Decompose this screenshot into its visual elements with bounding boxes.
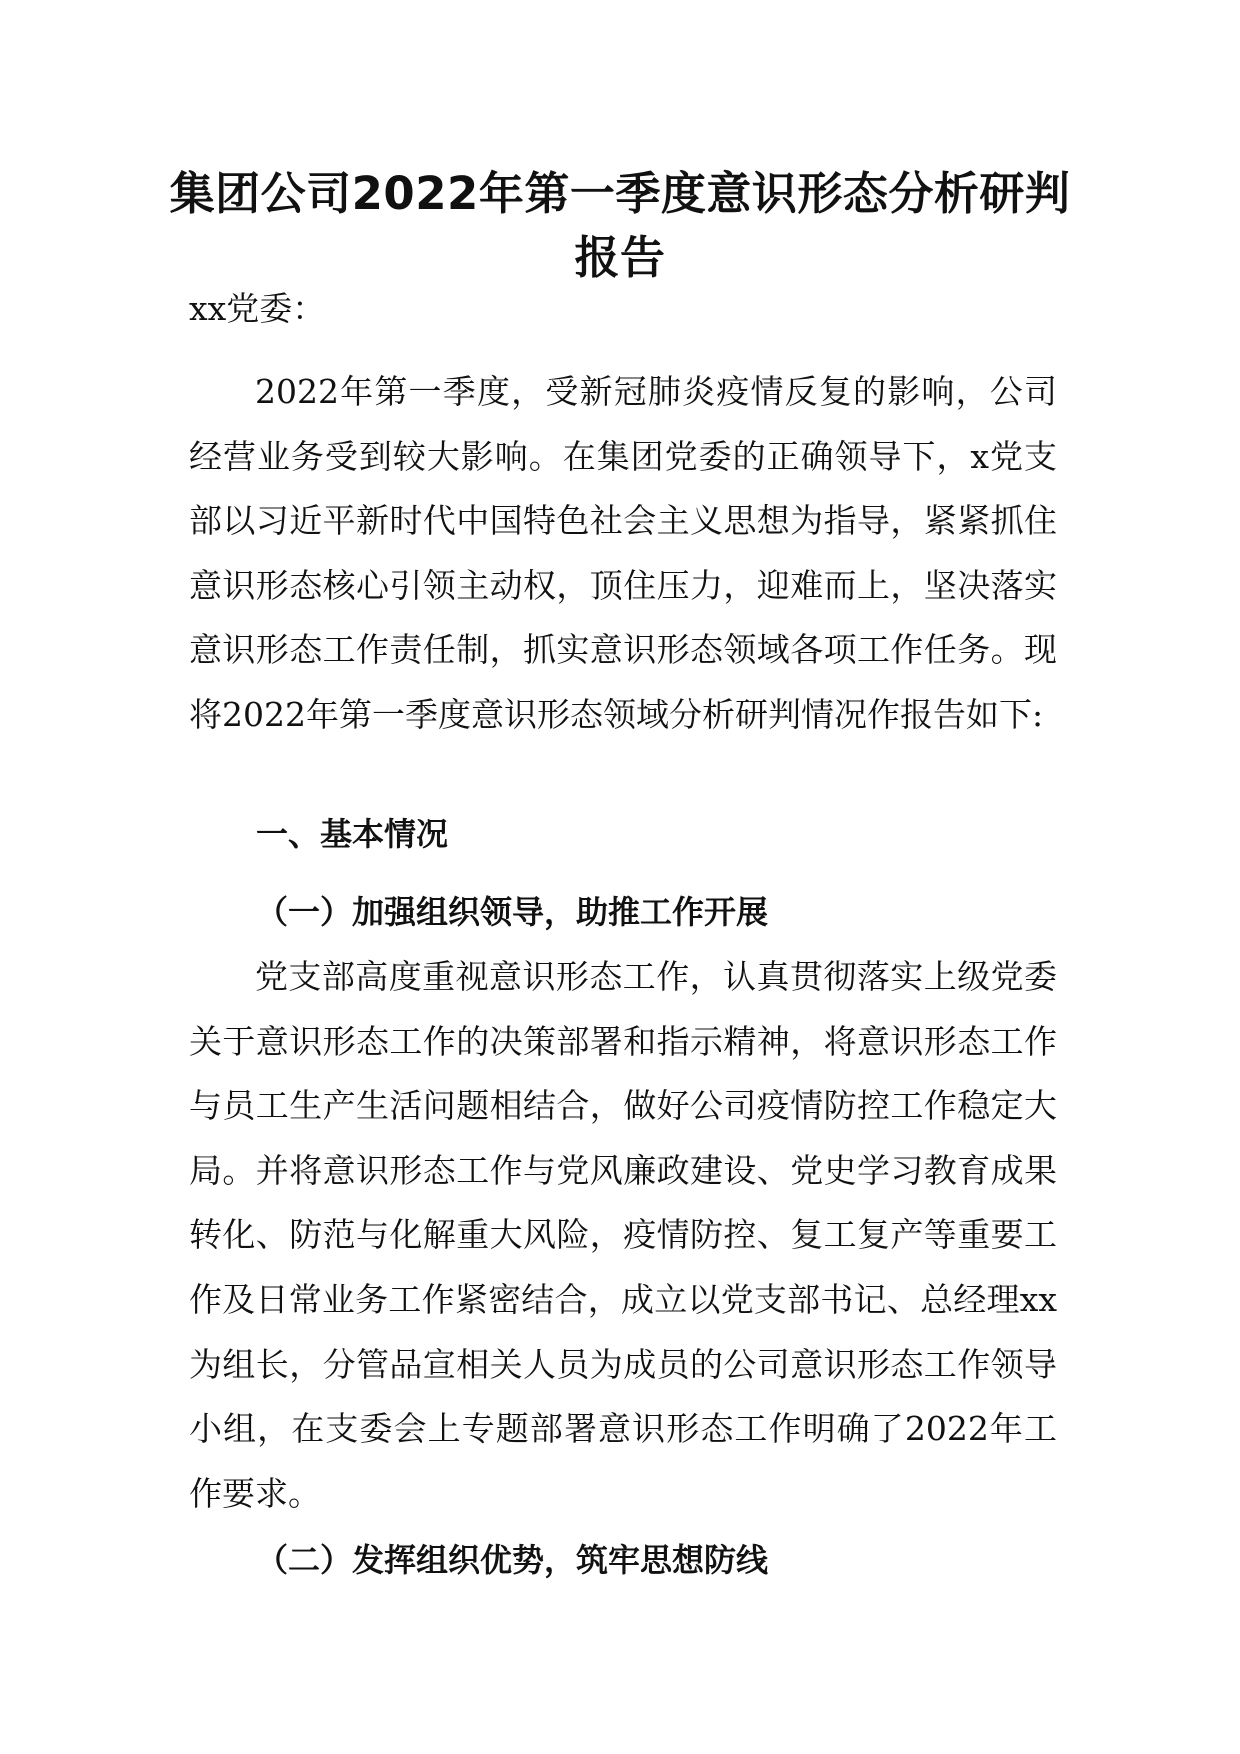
section-heading-basic-situation: 一、基本情况 <box>256 815 449 853</box>
subsection-heading-1: （一）加强组织领导，助推工作开展 <box>256 893 769 931</box>
intro-paragraph: 2022年第一季度，受新冠肺炎疫情反复的影响，公司经营业务受到较大影响。在集团党委的正确领导下，x党支部以习近平新时代中国特色社会主义思想为指导，紧紧抓住意识形态核心引领主动权，顶住压力，迎难而上，坚决落实意识形态工作责任制，抓实意识形态领域各项工作任务。现将2022年第一季度意识形态领域分析研判情况作报告如下: <box>189 372 1057 734</box>
document-title: 集团公司2022年第一季度意识形态分析研判报告 <box>169 167 1071 284</box>
salutation: xx党委： <box>189 289 326 328</box>
subsection-1-paragraph: 党支部高度重视意识形态工作，认真贯彻落实上级党委关于意识形态工作的决策部署和指示精神，将意识形态工作与员工生产生活问题相结合，做好公司疫情防控工作稳定大局。并将意识形态工作与党风廉政建设、党史学习教育成果转化、防范与化解重大风险，疫情防控、复工复产等重要工作及日常业务工作紧密结合，成立以党支部书记、总经理xx为组长，分管品宣相关人员为成员的公司意识形态工作领导小组，在支委会上专题部署意识形态工作明确了2022年工作要求。 <box>189 957 1057 1513</box>
subsection-heading-2: （二）发挥组织优势，筑牢思想防线 <box>256 1541 769 1579</box>
